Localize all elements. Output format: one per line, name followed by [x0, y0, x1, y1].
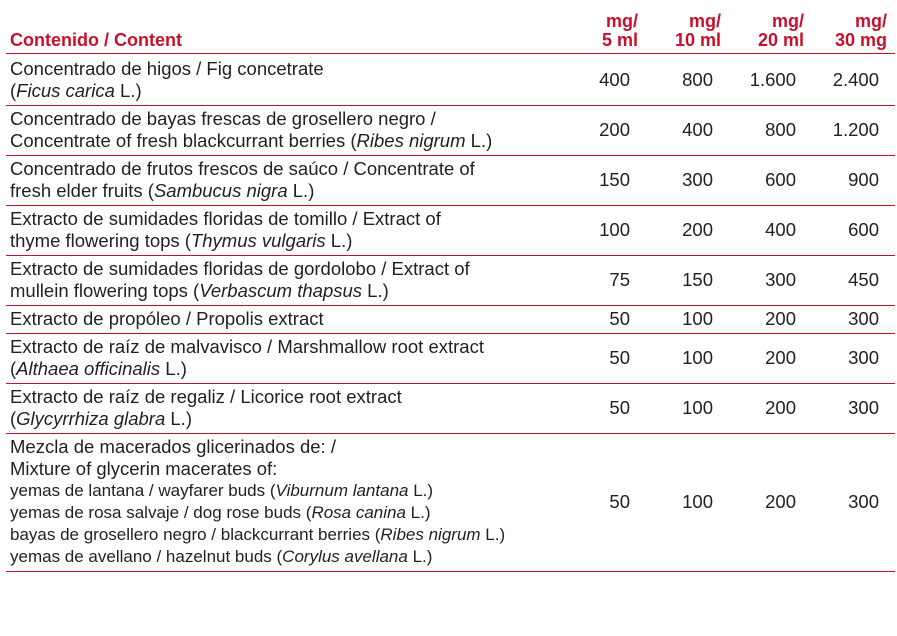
table-row [6, 155, 895, 205]
value-10ml: 100 [646, 305, 729, 333]
value-10ml: 150 [646, 255, 729, 305]
value-30mg: 600 [812, 205, 895, 255]
value-20ml: 200 [729, 433, 812, 571]
value-10ml: 800 [646, 53, 729, 105]
value-5ml: 200 [563, 105, 646, 155]
column-header-20ml: mg/ 20 ml [729, 0, 812, 53]
value-20ml: 300 [729, 255, 812, 305]
value-5ml: 50 [563, 433, 646, 571]
table-row [6, 105, 895, 155]
value-20ml: 600 [729, 155, 812, 205]
table-row [6, 305, 895, 333]
column-header-30mg: mg/ 30 mg [812, 0, 895, 53]
column-header-10ml: mg/ 10 ml [646, 0, 729, 53]
ingredient-cell: Concentrado de higos / Fig concetrate (Ficus carica L.) [6, 53, 563, 105]
value-10ml: 400 [646, 105, 729, 155]
value-10ml: 200 [646, 205, 729, 255]
value-10ml: 100 [646, 383, 729, 433]
ingredient-cell: Extracto de propóleo / Propolis extract [6, 305, 563, 333]
ingredient-cell: Extracto de sumidades floridas de tomillo / Extract of thyme flowering tops (Thymus vulgaris L.) [6, 205, 563, 255]
table-row [6, 333, 895, 383]
value-30mg: 1.200 [812, 105, 895, 155]
value-10ml: 100 [646, 333, 729, 383]
ingredient-cell: Extracto de sumidades floridas de gordolobo / Extract of mullein flowering tops (Verbascum thapsus L.) [6, 255, 563, 305]
value-5ml: 50 [563, 383, 646, 433]
composition-table-container [6, 0, 895, 572]
value-5ml: 150 [563, 155, 646, 205]
value-20ml: 200 [729, 333, 812, 383]
mixture-item: bayas de grosellero negro / blackcurrant berries (Ribes nigrum L.) [10, 524, 506, 544]
value-5ml: 100 [563, 205, 646, 255]
value-5ml: 400 [563, 53, 646, 105]
value-5ml: 75 [563, 255, 646, 305]
mixture-item: yemas de rosa salvaje / dog rose buds (Rosa canina L.) [10, 502, 431, 522]
value-5ml: 50 [563, 333, 646, 383]
value-30mg: 300 [812, 333, 895, 383]
table-row [6, 255, 895, 305]
value-20ml: 800 [729, 105, 812, 155]
value-20ml: 200 [729, 383, 812, 433]
value-10ml: 300 [646, 155, 729, 205]
table-row-mixture [6, 433, 895, 571]
table-row [6, 53, 895, 105]
value-30mg: 300 [812, 383, 895, 433]
ingredient-cell: Concentrado de frutos frescos de saúco / Concentrate of fresh elder fruits (Sambucus nigra L.) [6, 155, 563, 205]
value-30mg: 300 [812, 433, 895, 571]
value-30mg: 450 [812, 255, 895, 305]
value-30mg: 900 [812, 155, 895, 205]
ingredient-cell: Extracto de raíz de malvavisco / Marshmallow root extract (Althaea officinalis L.) [6, 333, 563, 383]
ingredient-cell: Extracto de raíz de regaliz / Licorice root extract (Glycyrrhiza glabra L.) [6, 383, 563, 433]
value-20ml: 400 [729, 205, 812, 255]
content-column-header: Contenido / Content [6, 0, 563, 53]
mixture-item: yemas de lantana / wayfarer buds (Viburnum lantana L.) [10, 480, 434, 500]
value-5ml: 50 [563, 305, 646, 333]
table-header-row [6, 0, 895, 53]
value-10ml: 100 [646, 433, 729, 571]
column-header-5ml: mg/ 5 ml [563, 0, 646, 53]
mixture-title-en: Mixture of glycerin macerates of: [10, 457, 278, 479]
value-20ml: 1.600 [729, 53, 812, 105]
table-row [6, 383, 895, 433]
value-30mg: 300 [812, 305, 895, 333]
mixture-cell [6, 433, 563, 571]
value-30mg: 2.400 [812, 53, 895, 105]
mixture-item: yemas de avellano / hazelnut buds (Corylus avellana L.) [10, 546, 433, 566]
value-20ml: 200 [729, 305, 812, 333]
mixture-title-es: Mezcla de macerados glicerinados de: / [10, 435, 336, 457]
ingredient-cell: Concentrado de bayas frescas de grosellero negro / Concentrate of fresh blackcurrant berries (Ribes nigrum L.) [6, 105, 563, 155]
composition-table [6, 0, 895, 572]
table-row [6, 205, 895, 255]
